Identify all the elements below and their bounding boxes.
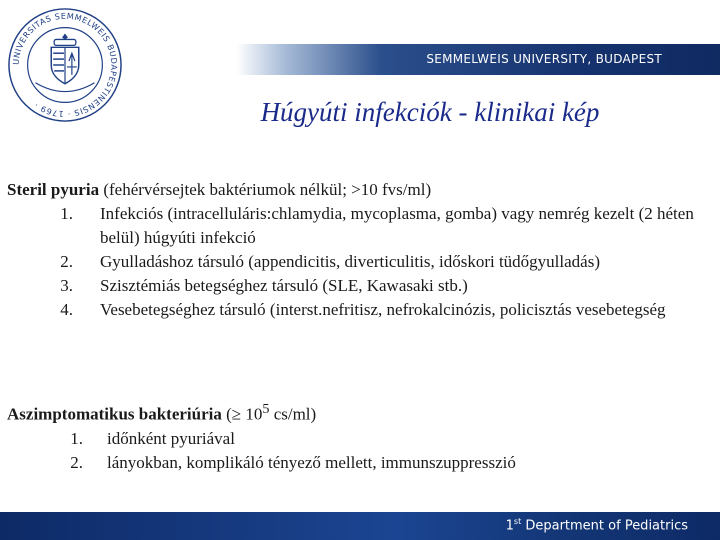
header-bar — [236, 44, 720, 75]
university-seal — [6, 6, 124, 124]
section-heading — [7, 397, 712, 427]
list-item — [7, 451, 712, 475]
slide-title: Húgyúti infekciók - klinikai kép — [260, 97, 600, 127]
footer-bar — [0, 512, 720, 540]
heading-bold: Steril pyuria — [7, 180, 100, 199]
footer-ordinal-suffix: st — [513, 517, 522, 526]
sterile-pyuria-section — [7, 178, 712, 322]
heading-exponent: 5 — [262, 401, 270, 417]
heading-detail-post: cs/ml) — [269, 404, 317, 424]
list-text: lányokban, komplikáló tényező mellett, immunszuppresszió — [107, 452, 516, 472]
footer-ordinal: 1 — [505, 518, 514, 534]
list-number: 3. — [60, 276, 73, 295]
list-text: Gyulladáshoz társuló (appendicitis, diverticulitis, időskori tüdőgyulladás) — [100, 252, 600, 271]
list-number: 2. — [60, 252, 73, 271]
department-name — [506, 517, 688, 533]
heading-detail-pre: (≥ 10 — [221, 404, 263, 424]
heading-detail: (fehérvérsejtek baktériumok nélkül; >10 fvs/ml) — [99, 180, 432, 199]
list-text: Infekciós (intracelluláris:chlamydia, mycoplasma, gomba) vagy nemrég kezelt (2 héten belül) húgyúti infekció — [100, 204, 694, 247]
heading-bold: Aszimptomatikus bakteriúria — [7, 404, 222, 424]
university-name: SEMMELWEIS UNIVERSITY, BUDAPEST — [426, 52, 662, 66]
list-item — [7, 250, 712, 274]
crest-icon — [36, 34, 95, 92]
seal-text: UNIVERSITAS SEMMELWEIS BUDAPESTINENSIS · 1769 · — [11, 11, 119, 119]
list-item — [7, 427, 712, 451]
list-item — [7, 298, 712, 322]
footer-text: Department of Pediatrics — [521, 518, 688, 534]
list-number: 4. — [60, 300, 73, 319]
list-number: 2. — [70, 452, 83, 472]
list-item — [7, 274, 712, 298]
list-item — [7, 202, 712, 250]
list-number: 1. — [60, 204, 73, 223]
list-number: 1. — [70, 428, 83, 448]
section-heading — [7, 178, 712, 202]
asymptomatic-bacteriuria-section — [7, 397, 712, 475]
list-text: időnként pyuriával — [107, 428, 235, 448]
list-text: Szisztémiás betegséghez társuló (SLE, Kawasaki stb.) — [100, 276, 468, 295]
list-text: Vesebetegséghez társuló (interst.nefritisz, nefrokalcinózis, policisztás vesebetegség — [100, 300, 666, 319]
